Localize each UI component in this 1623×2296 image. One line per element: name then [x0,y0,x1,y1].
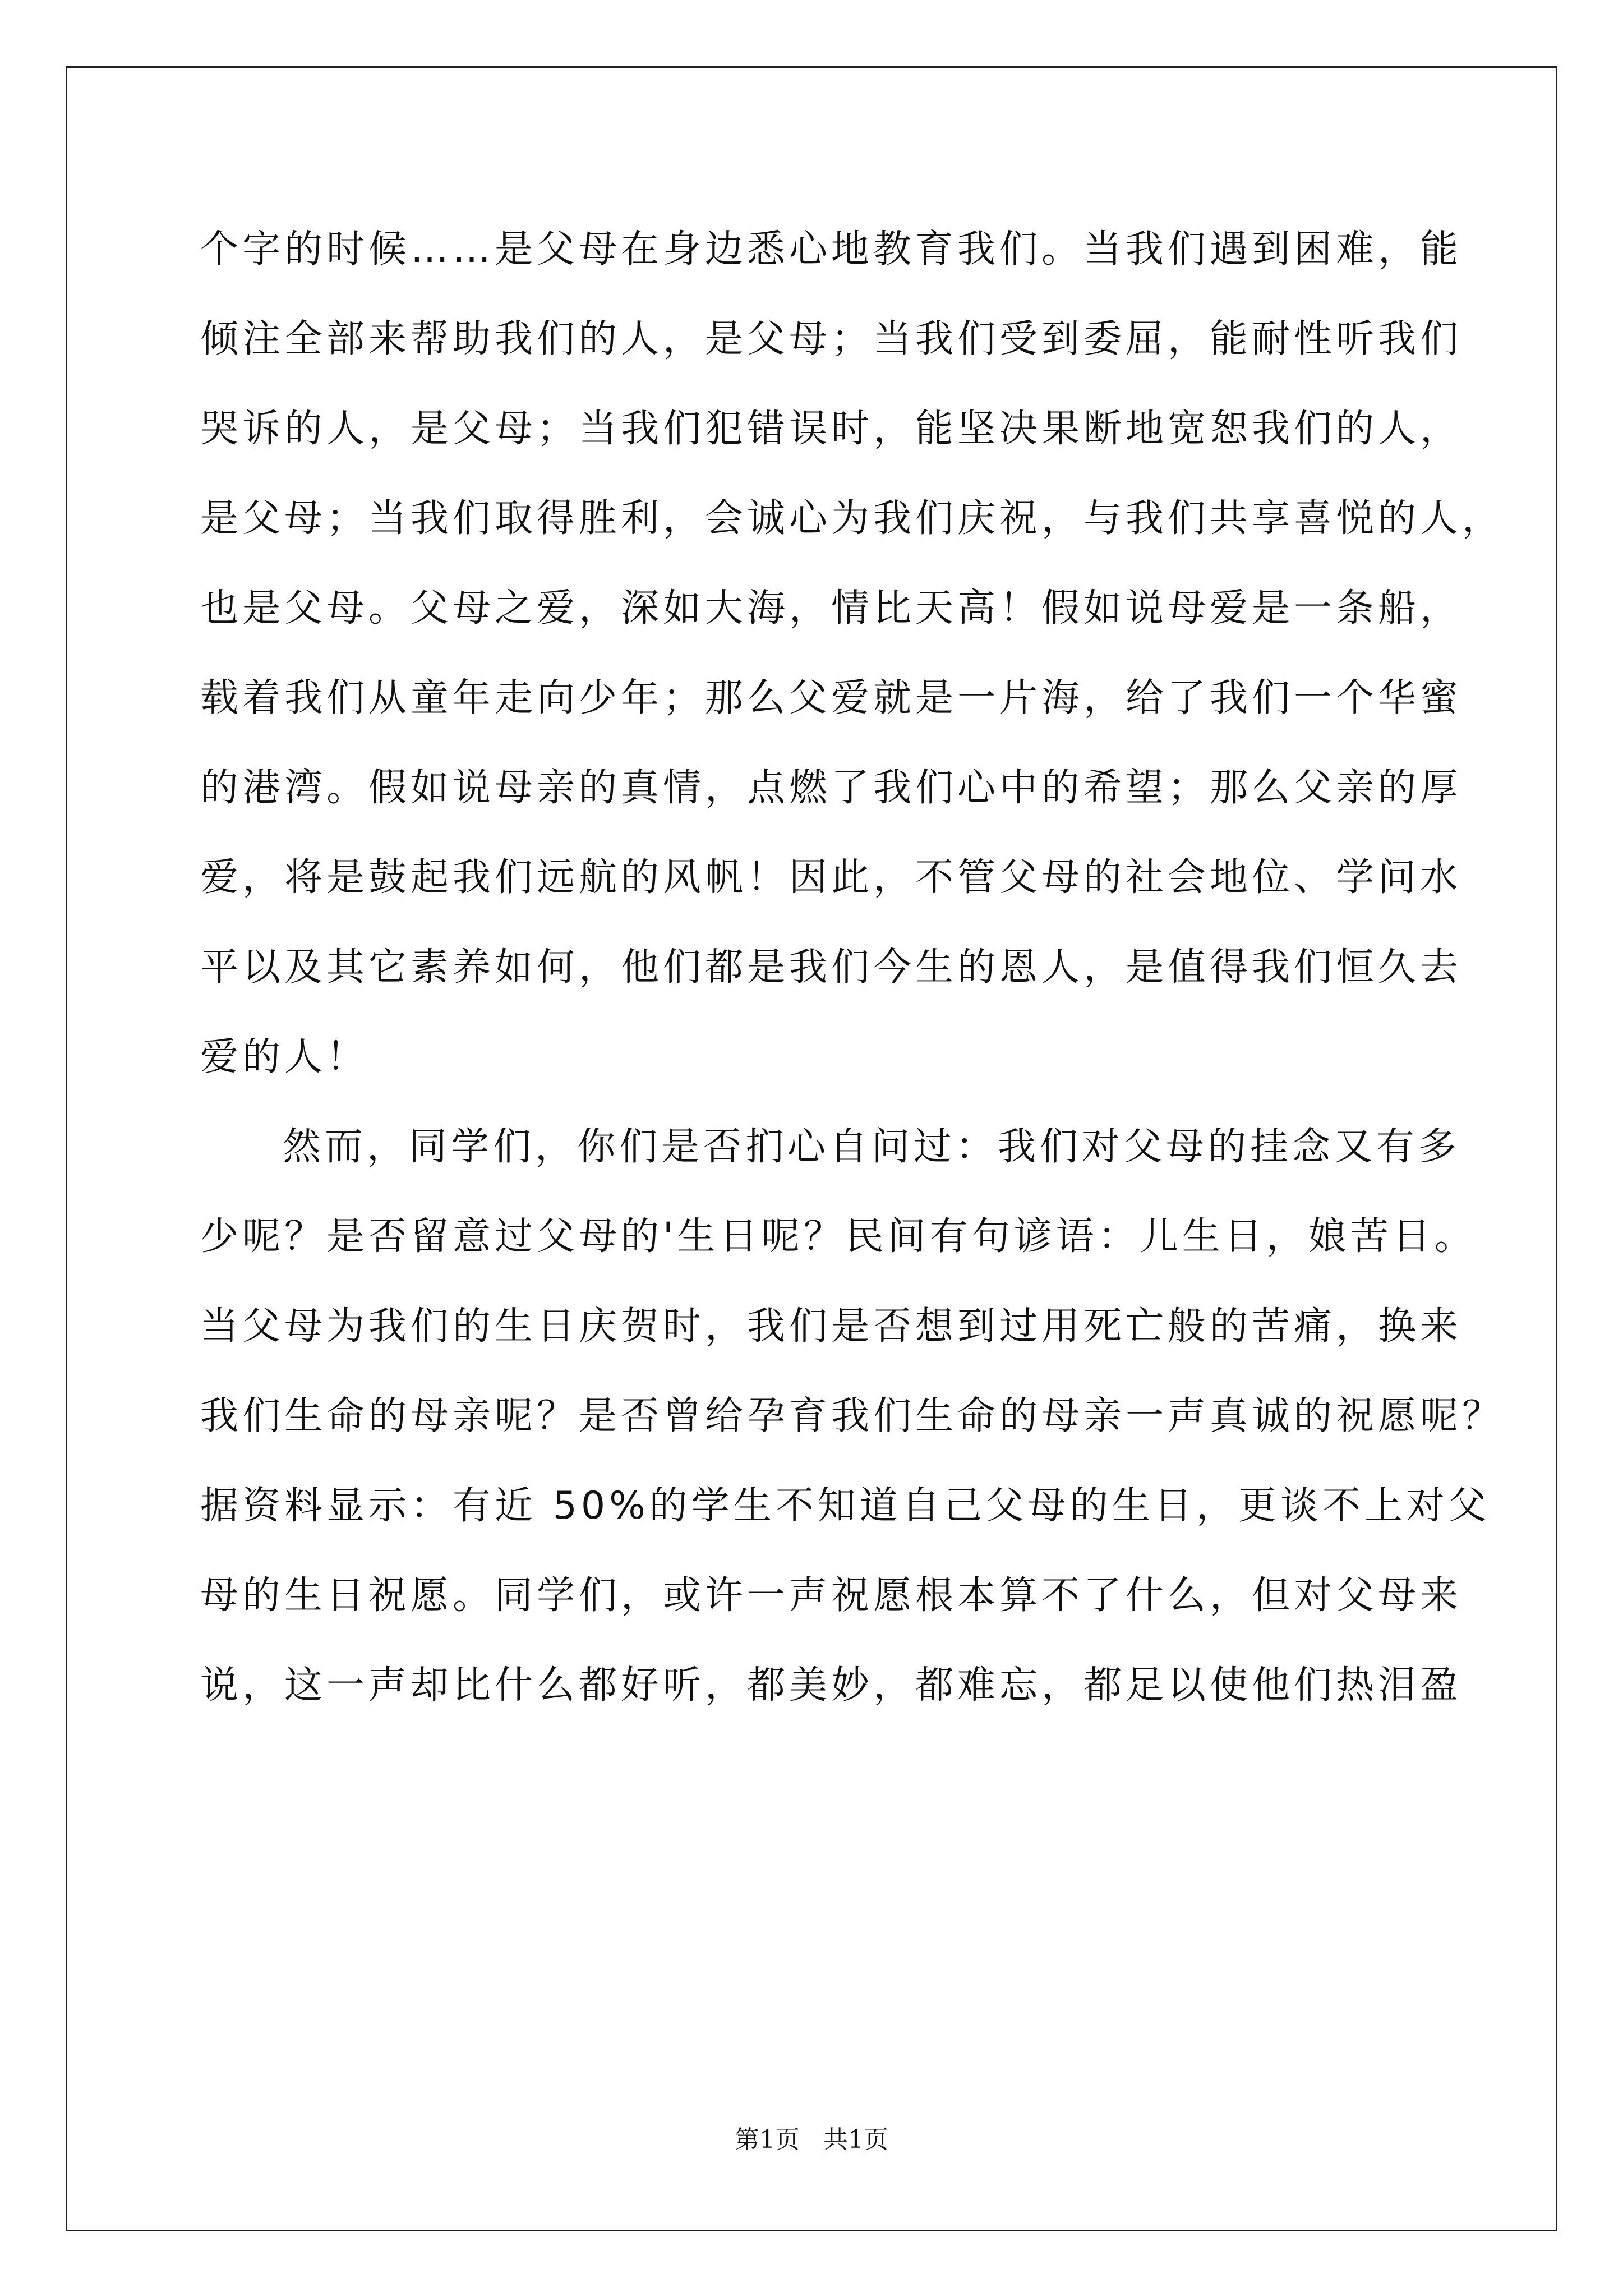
paragraph-line: 平以及其它素养如何，他们都是我们今生的恩人，是值得我们恒久去 [200,945,1463,990]
paragraph-line: 的港湾。假如说母亲的真情，点燃了我们心中的希望；那么父亲的厚 [200,766,1463,810]
paragraph-line: 爱的人！ [200,1035,369,1079]
paragraph-line: 是父母；当我们取得胜利，会诚心为我们庆祝，与我们共享喜悦的人， [200,496,1505,541]
paragraph-line: 也是父母。父母之爱，深如大海，情比天高！假如说母爱是一条船， [200,586,1463,631]
paragraph-line: 然而，同学们，你们是否扪心自问过：我们对父母的挂念又有多 [283,1125,1461,1169]
paragraph-line: 我们生命的母亲呢？是否曾给孕育我们生命的母亲一声真诚的祝愿呢？ [200,1394,1505,1438]
paragraph-line: 少呢？是否留意过父母的'生日呢？民间有句谚语：儿生日，娘苦日。 [200,1214,1477,1259]
paragraph-line: 哭诉的人，是父母；当我们犯错误时，能坚决果断地宽恕我们的人， [200,407,1463,451]
paragraph-line: 个字的时候……是父母在身边悉心地教育我们。当我们遇到困难，能 [200,227,1463,272]
paragraph-line: 倾注全部来帮助我们的人，是父母；当我们受到委屈，能耐性听我们 [200,317,1463,361]
page-number: 第1页 [735,2125,800,2154]
paragraph-line: 当父母为我们的生日庆贺时，我们是否想到过用死亡般的苦痛，换来 [200,1304,1463,1349]
paragraph-line: 说，这一声却比什么都好听，都美妙，都难忘，都足以使他们热泪盈 [200,1663,1463,1708]
paragraph-line: 据资料显示：有近 50%的学生不知道自己父母的生日，更谈不上对父 [200,1484,1491,1528]
page-footer [0,2119,1623,2155]
paragraph-line: 母的生日祝愿。同学们，或许一声祝愿根本算不了什么，但对父母来 [200,1573,1463,1618]
page-total: 共1页 [823,2125,888,2154]
paragraph-line: 爱，将是鼓起我们远航的风帆！因此，不管父母的社会地位、学问水 [200,855,1463,900]
paragraph-line: 载着我们从童年走向少年；那么父爱就是一片海，给了我们一个华蜜 [200,676,1463,720]
